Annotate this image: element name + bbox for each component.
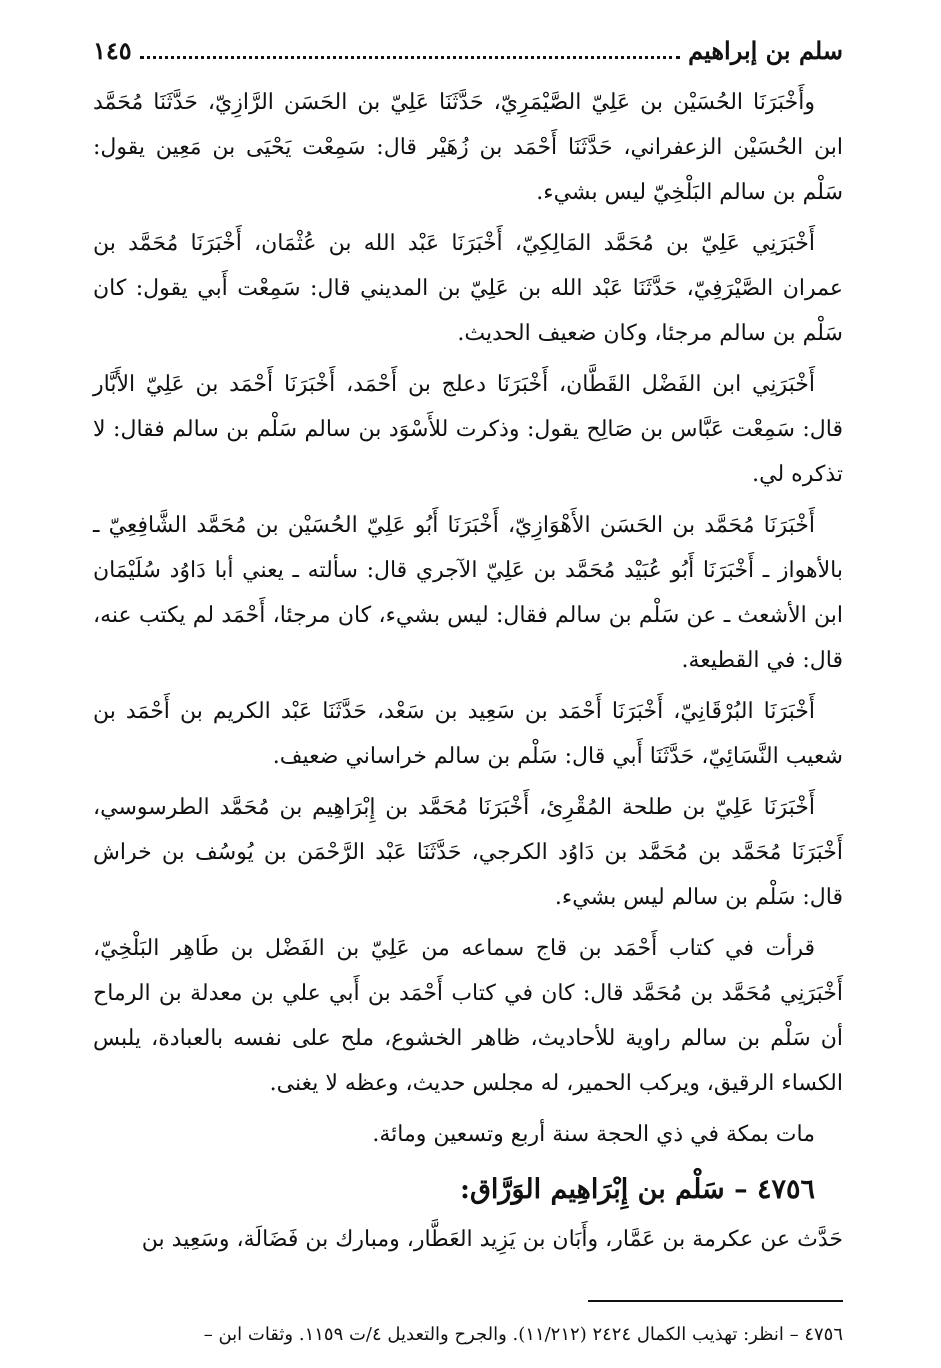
- footnote: ٤٧٥٦ – انظر: تهذيب الكمال ٢٤٢٤ (١١/٢١٢). والجرح والتعديل ٤/ت ١١٥٩. وثقات ابن –: [203, 1324, 843, 1345]
- page-header: [93, 36, 843, 80]
- paragraph: أَخْبَرَنَا عَلِيّ بن طلحة المُقْرِئ، أَخْبَرَنَا مُحَمَّد بن إِبْرَاهِيم بن مُحَمَّد الطرسوسي، أَخْبَرَنَا مُحَمَّد بن مُحَمَّد بن دَاوُد الكرجي، حَدَّثَنَا عَبْد الرَّحْمَن بن يُوسُف بن خراش قال: سَلْم بن سالم ليس بشيء.: [93, 795, 843, 910]
- paragraph: أَخْبَرَنِي ابن الفَضْل القَطَّان، أَخْبَرَنَا دعلج بن أَحْمَد، أَخْبَرَنَا أَحْمَد بن عَلِيّ الأَبَّار قال: سَمِعْت عَبَّاس بن صَالِح يقول: وذكرت للأَسْوَد بن سالم سَلْم بن سالم فقال: لا تذكره لي.: [93, 372, 843, 487]
- paragraph: أَخْبَرَنِي عَلِيّ بن مُحَمَّد المَالِكِيّ، أَخْبَرَنَا عَبْد الله بن عُثْمَان، أَخْبَرَنَا مُحَمَّد بن عمران الصَّيْرَفِيّ، حَدَّثَنَا عَبْد الله بن عَلِيّ بن المديني قال: سَمِعْت أَبي يقول: كان سَلْم بن سالم مرجئا، وكان ضعيف الحديث.: [93, 231, 843, 346]
- footnote-separator-wrap: [93, 1300, 843, 1302]
- paragraph: أَخْبَرَنَا مُحَمَّد بن الحَسَن الأَهْوَازِيّ، أَخْبَرَنَا أَبُو عَلِيّ الحُسَيْن بن مُحَمَّد الشَّافِعِيّ ـ بالأهواز ـ أَخْبَرَنَا أَبُو عُبَيْد مُحَمَّد بن عَلِيّ الآجري قال: سألته ـ يعني أبا دَاوُد سُلَيْمَان ابن الأشعث ـ عن سَلْم بن سالم فقال: ليس بشيء، كان مرجئا، أَحْمَد لم يكتب عنه، قال: في القطيعة.: [93, 513, 843, 673]
- paragraph: أَخْبَرَنَا البُرْقَانِيّ، أَخْبَرَنَا أَحْمَد بن سَعِيد بن سَعْد، حَدَّثَنَا عَبْد الكريم بن أَحْمَد بن شعيب النَّسَائِيّ، حَدَّثَنَا أَبي قال: سَلْم بن سالم خراساني ضعيف.: [93, 699, 843, 769]
- running-title: سلم بن إبراهيم: [688, 36, 843, 65]
- entry-text: حَدَّث عن عكرمة بن عَمَّار، وأَبَان بن يَزِيد العَطَّار، ومبارك بن فَضَالَة، وسَعِيد بن: [141, 1227, 843, 1252]
- paragraph: قرأت في كتاب أَحْمَد بن قاج سماعه من عَلِيّ بن الفَضْل بن طَاهِر البَلْخِيّ، أَخْبَرَنِي مُحَمَّد بن مُحَمَّد قال: كان في كتاب أَحْمَد بن أَبي علي بن معدلة بن الرماح أن سَلْم بن سالم راوية للأحاديث، ظاهر الخشوع، ملح على نفسه بالعبادة، يلبس الكساء الرقيق، ويركب الحمير، له مجلس حديث، وعظه لا يغنى.: [93, 936, 843, 1096]
- header-leader-dots: [140, 56, 681, 59]
- paragraph: مات بمكة في ذي الحجة سنة أربع وتسعين ومائة.: [372, 1122, 815, 1147]
- page-number: ١٤٥: [93, 36, 132, 65]
- paragraph: وأَخْبَرَنَا الحُسَيْن بن عَلِيّ الصَّيْمَرِيّ، حَدَّثَنَا عَلِيّ بن الحَسَن الرَّازِيّ، حَدَّثَنَا مُحَمَّد ابن الحُسَيْن الزعفراني، حَدَّثَنَا أَحْمَد بن زُهَيْر قال: سَمِعْت يَحْيَى بن مَعِين يقول: سَلْم بن سالم البَلْخِيّ ليس بشيء.: [93, 90, 843, 205]
- entry-heading: ٤٧٥٦ – سَلْم بن إِبْرَاهِيم الوَرَّاق:: [459, 1174, 815, 1205]
- footnote-separator: [588, 1300, 843, 1302]
